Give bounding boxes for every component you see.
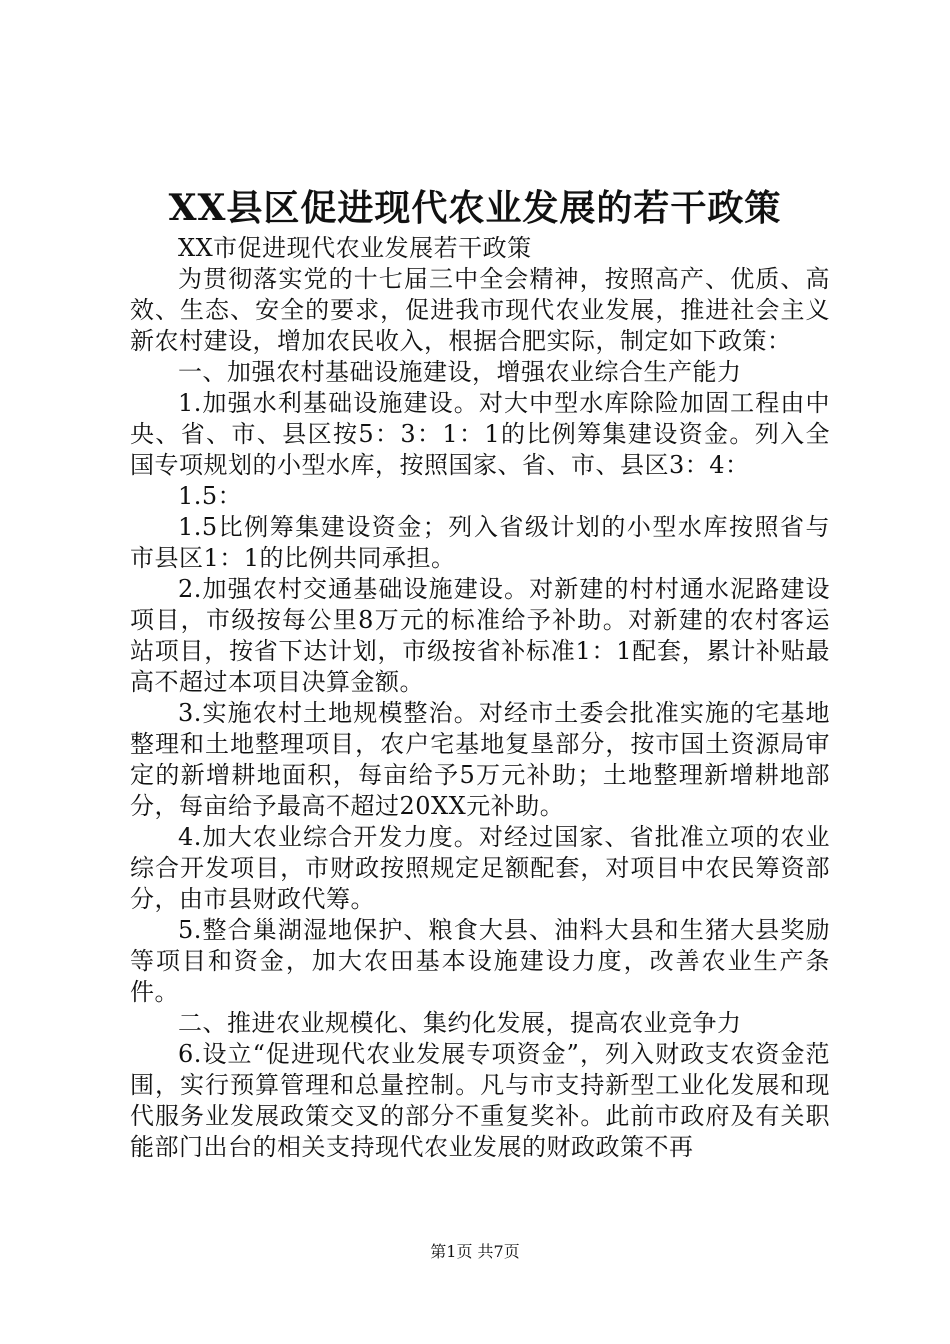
document-body — [130, 233, 830, 1163]
paragraph-item-3: 3.实施农村土地规模整治。对经市土委会批准实施的宅基地整理和土地整理项目，农户宅基地复垦部分，按市国土资源局审定的新增耕地面积，每亩给予5万元补助；土地整理新增耕地部分，每亩给予最高不超过20XX元补助。 — [130, 699, 830, 820]
paragraph-item-1: 1.加强水利基础设施建设。对大中型水库除险加固工程由中央、省、市、县区按5：3：1：1的比例筹集建设资金。列入全国专项规划的小型水库，按照国家、省、市、县区3：4： — [130, 389, 830, 479]
paragraph-item-4: 4.加大农业综合开发力度。对经过国家、省批准立项的农业综合开发项目，市财政按照规定足额配套，对项目中农民筹资部分，由市县财政代筹。 — [130, 823, 830, 913]
paragraph-item-5: 5.整合巢湖湿地保护、粮食大县、油料大县和生猪大县奖励等项目和资金，加大农田基本设施建设力度，改善农业生产条件。 — [130, 916, 830, 1006]
section-heading-1: 一、加强农村基础设施建设，增强农业综合生产能力 — [178, 358, 742, 386]
paragraph-subtitle: XX市促进现代农业发展若干政策 — [178, 234, 532, 262]
paragraph-intro: 为贯彻落实党的十七届三中全会精神，按照高产、优质、高效、生态、安全的要求，促进我市现代农业发展，推进社会主义新农村建设，增加农民收入，根据合肥实际，制定如下政策： — [130, 265, 830, 355]
section-heading-2: 二、推进农业规模化、集约化发展，提高农业竞争力 — [178, 1009, 742, 1037]
paragraph-item-1-continued: 1.5比例筹集建设资金；列入省级计划的小型水库按照省与市县区1：1的比例共同承担。 — [130, 513, 830, 572]
paragraph-item-1-ratio: 1.5： — [178, 482, 243, 510]
page-number-footer: 第1页 共7页 — [430, 1242, 520, 1261]
paragraph-item-2: 2.加强农村交通基础设施建设。对新建的村村通水泥路建设项目，市级按每公里8万元的标准给予补助。对新建的农村客运站项目，按省下达计划，市级按省补标准1：1配套，累计补贴最高不超过本项目决算金额。 — [130, 575, 830, 696]
paragraph-item-6: 6.设立“促进现代农业发展专项资金”，列入财政支农资金范围，实行预算管理和总量控制。凡与市支持新型工业化发展和现代服务业发展政策交叉的部分不重复奖补。此前市政府及有关职能部门出台的相关支持现代农业发展的财政政策不再 — [130, 1040, 830, 1161]
document-title: XX县区促进现代农业发展的若干政策 — [168, 187, 782, 229]
